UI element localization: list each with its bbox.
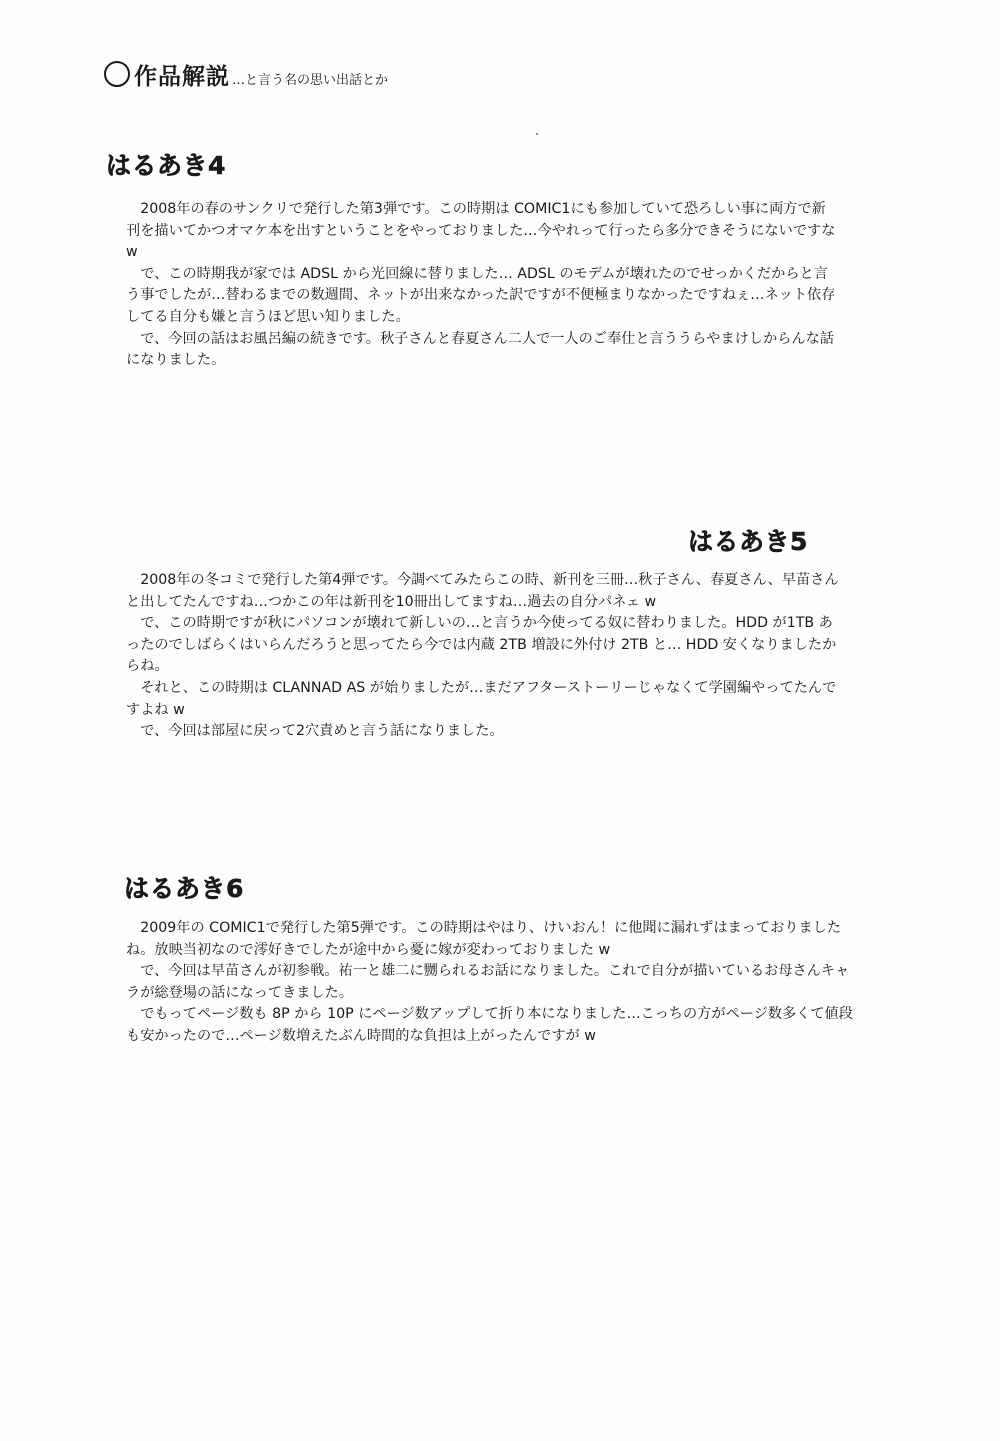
paragraph: で、この時期我が家では ADSL から光回線に替りました… ADSL のモデムが壊れたのでせっかくだからと言う事でしたが…替わるまでの数週間、ネットが出来なかった訳ですが不便極まりなかったですねぇ…ネット依存してる自分も嫌と言うほど思い知りました。 bbox=[126, 265, 836, 325]
paragraph: それと、この時期は CLANNAD AS が始りましたが…まだアフターストーリーじゃなくて学園編やってたんですよね w bbox=[126, 679, 837, 718]
circle-icon bbox=[104, 61, 130, 87]
section-number: 6 bbox=[226, 874, 244, 903]
section-title: はるあき bbox=[124, 874, 227, 903]
section-body-4 bbox=[126, 199, 838, 372]
section-title: はるあき bbox=[688, 527, 791, 556]
section-body-6 bbox=[126, 918, 856, 1048]
paragraph: 2009年の COMIC1で発行した第5弾です。この時期はやはり、けいおん！に他聞に漏れずはまっておりましたね。放映当初なので澪好きでしたが途中から憂に嫁が変わっておりました w bbox=[126, 920, 842, 958]
section-heading-6 bbox=[124, 869, 244, 905]
page-header bbox=[104, 58, 388, 91]
section-heading-4 bbox=[106, 146, 226, 182]
section-title: はるあき bbox=[106, 151, 209, 180]
paragraph: で、今回は早苗さんが初参戦。祐一と雄二に嬲られるお話になりました。これで自分が描いているお母さんキャラが総登場の話になってきました。 bbox=[126, 963, 850, 1001]
section-number: 5 bbox=[790, 527, 808, 556]
section-number: 4 bbox=[208, 151, 226, 180]
page-title: 作品解説 bbox=[134, 64, 230, 90]
paragraph: 2008年の春のサンクリで発行した第3弾です。この時期は COMIC1にも参加していて恐ろしい事に両方で新刊を描いてかつオマケ本を出すということをやっておりました…今やれって行ったら多分できそうにないですな w bbox=[126, 201, 836, 261]
scan-speck bbox=[536, 133, 538, 135]
paragraph: で、今回は部屋に戻って2穴責めと言う話になりました。 bbox=[140, 723, 504, 740]
section-body-5 bbox=[126, 570, 842, 743]
paragraph: 2008年の冬コミで発行した第4弾です。今調べてみたらこの時、新刊を三冊…秋子さん、春夏さん、早苗さんと出してたんですね…つかこの年は新刊を10冊出してますね…過去の自分パネェ w bbox=[126, 572, 839, 610]
page-subtitle: …と言う名の思い出話とか bbox=[232, 73, 389, 88]
paragraph: で、この時期ですが秋にパソコンが壊れて新しいの…と言うか今使ってる奴に替わりました。HDD が1TB あったのでしばらくはいらんだろうと思ってたら今では内蔵 2TB 増設に外付け 2TB と… HDD 安くなりましたからね。 bbox=[126, 615, 837, 675]
paragraph: でもってページ数も 8P から 10P にページ数アップして折り本になりました…こっちの方がページ数多くて値段も安かったので…ページ数増えたぶん時間的な負担は上がったんですが w bbox=[126, 1006, 853, 1044]
paragraph: で、今回の話はお風呂編の続きです。秋子さんと春夏さん二人で一人のご奉仕と言ううらやまけしからんな話になりました。 bbox=[126, 330, 834, 369]
section-heading-5 bbox=[688, 522, 808, 558]
